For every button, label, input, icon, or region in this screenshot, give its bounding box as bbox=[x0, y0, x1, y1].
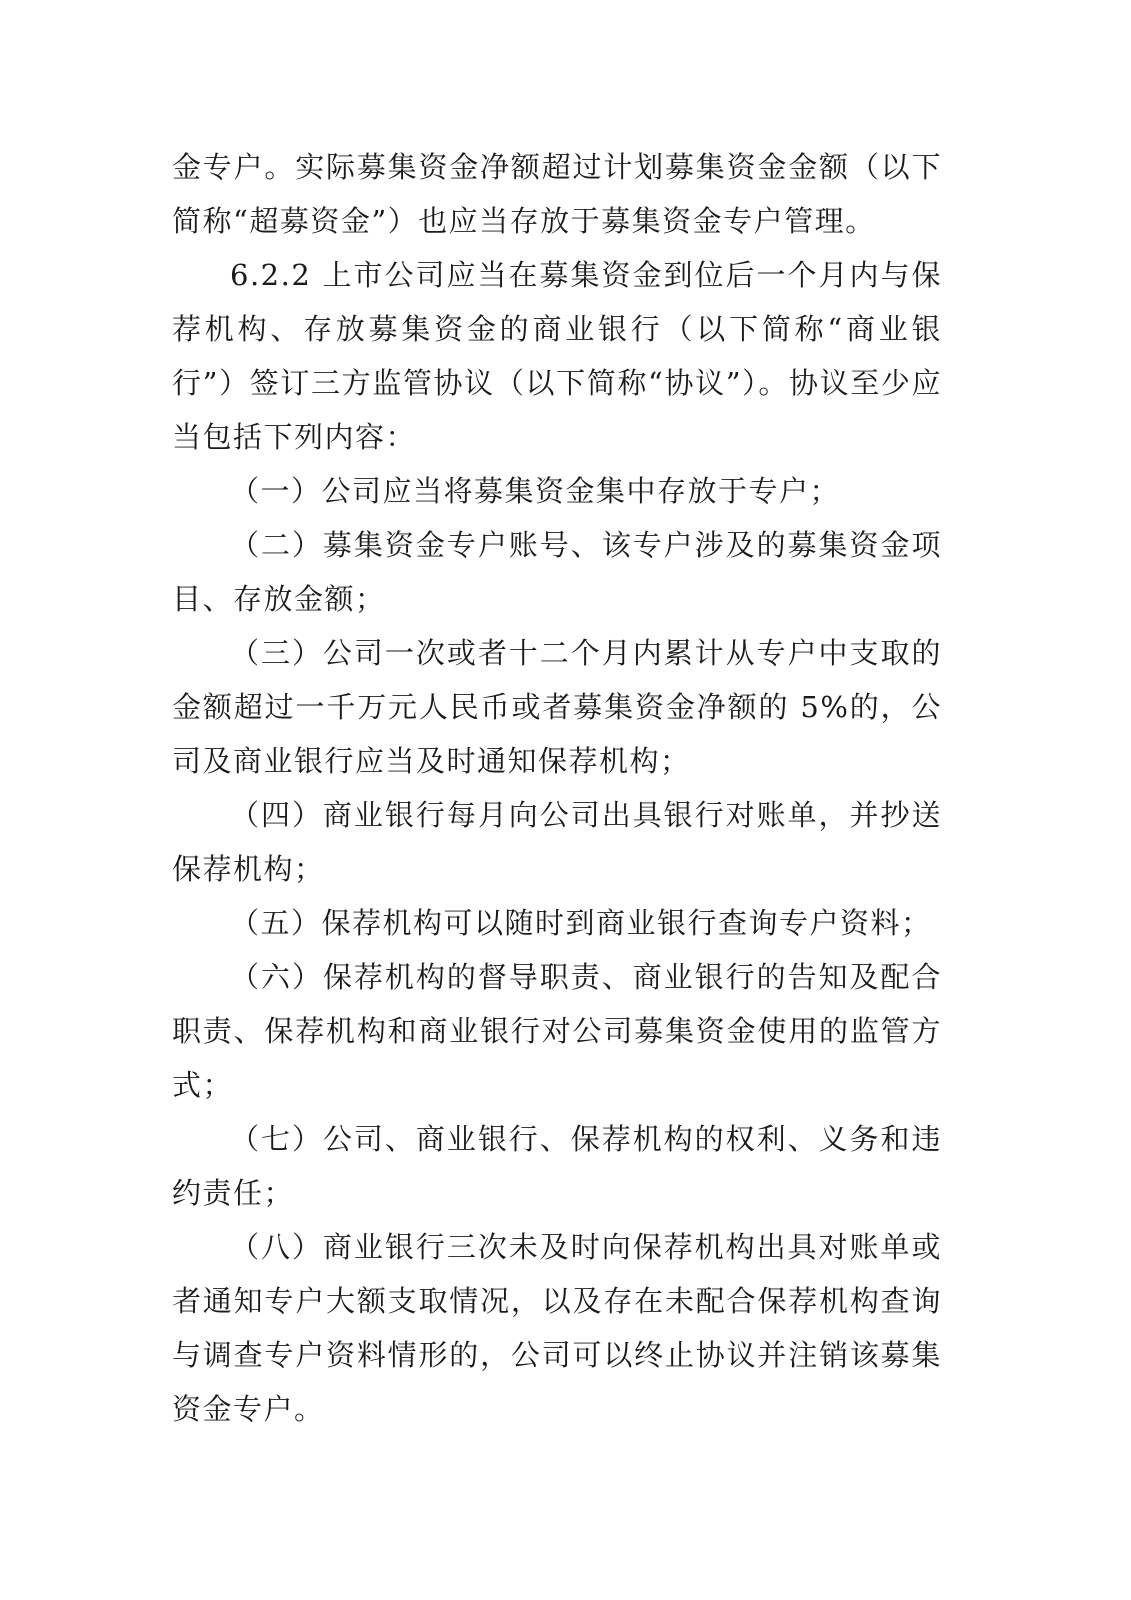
list-item-3: （三）公司一次或者十二个月内累计从专户中支取的金额超过一千万元人民币或者募集资金净额的 5%的，公司及商业银行应当及时通知保荐机构； bbox=[172, 636, 942, 778]
list-item-2: （二）募集资金专户账号、该专户涉及的募集资金项目、存放金额； bbox=[172, 528, 942, 616]
list-item-1: （一）公司应当将募集资金集中存放于专户； bbox=[230, 474, 841, 508]
document-body bbox=[172, 140, 942, 1436]
list-item-5: （五）保荐机构可以随时到商业银行查询专户资料； bbox=[230, 906, 932, 940]
list-item-8: （八）商业银行三次未及时向保荐机构出具对账单或者通知专户大额支取情况，以及存在未配合保荐机构查询与调查专户资料情形的，公司可以终止协议并注销该募集资金专户。 bbox=[172, 1230, 942, 1426]
list-item-4: （四）商业银行每月向公司出具银行对账单，并抄送保荐机构； bbox=[172, 798, 942, 886]
paragraph-article-6-2-2: 6.2.2 上市公司应当在募集资金到位后一个月内与保荐机构、存放募集资金的商业银行（以下简称“商业银行”）签订三方监管协议（以下简称“协议”）。协议至少应当包括下列内容： bbox=[172, 258, 942, 454]
paragraph-continuation: 金专户。实际募集资金净额超过计划募集资金金额（以下简称“超募资金”）也应当存放于募集资金专户管理。 bbox=[172, 150, 942, 238]
list-item-7: （七）公司、商业银行、保荐机构的权利、义务和违约责任； bbox=[172, 1122, 942, 1210]
list-item-6: （六）保荐机构的督导职责、商业银行的告知及配合职责、保荐机构和商业银行对公司募集资金使用的监管方式； bbox=[172, 960, 942, 1102]
